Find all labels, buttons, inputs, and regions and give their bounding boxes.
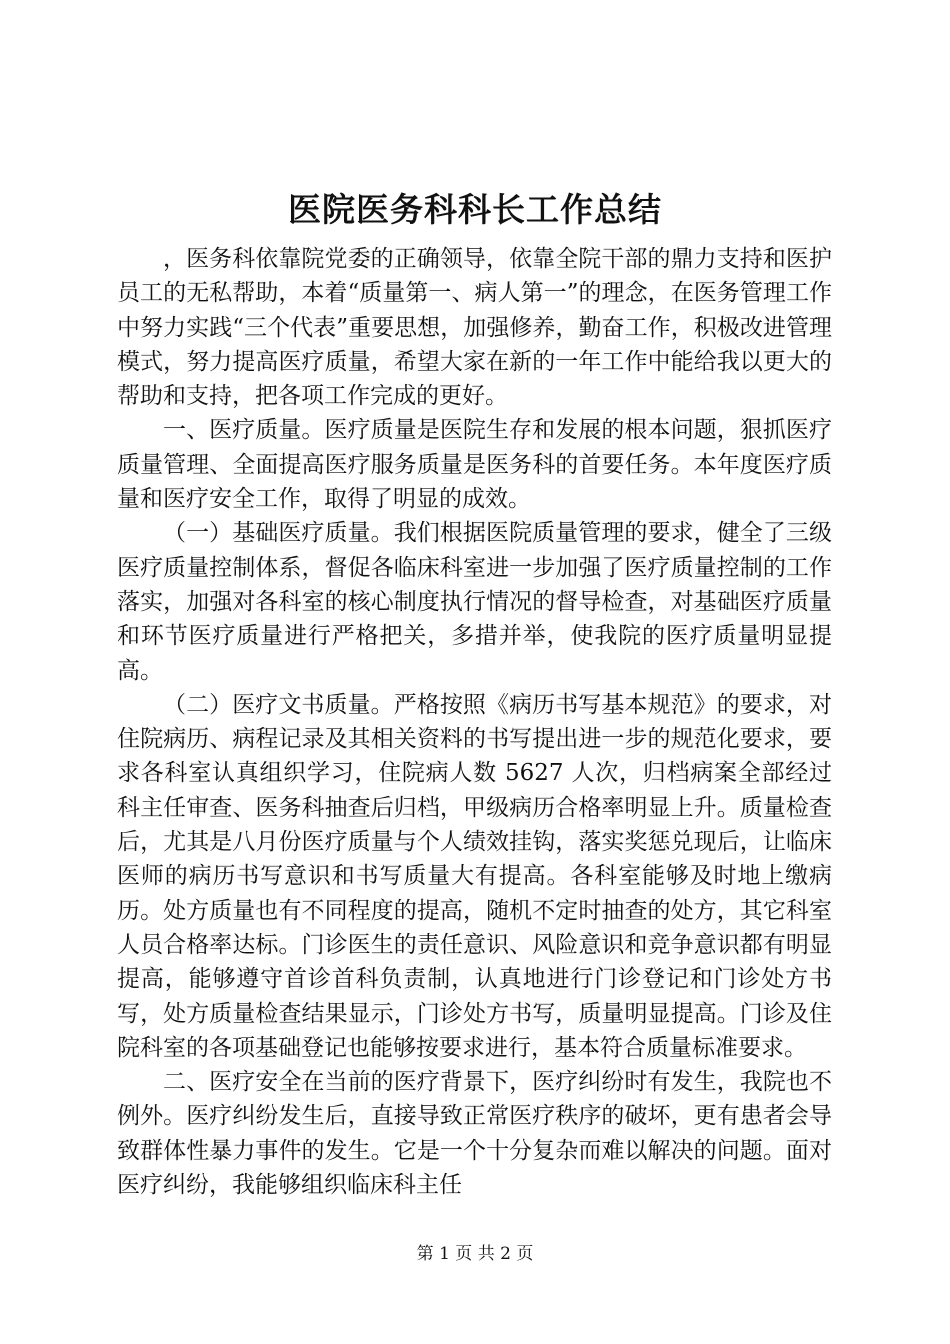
paragraph-basic-quality: （一）基础医疗质量。我们根据医院质量管理的要求，健全了三级医疗质量控制体系，督促各临床科室进一步加强了医疗质量控制的工作落实，加强对各科室的核心制度执行情况的督导检查，对基础医疗质量和环节医疗质量进行严格把关，多措并举，使我院的医疗质量明显提高。: [117, 520, 832, 684]
paragraph-medical-quality: 一、医疗质量。医疗质量是医院生存和发展的根本问题，狠抓医疗质量管理、全面提高医疗服务质量是医务科的首要任务。本年度医疗质量和医疗安全工作，取得了明显的成效。: [117, 417, 832, 513]
page-number-label: 第 1 页 共 2 页: [416, 1244, 534, 1264]
paragraph-intro: ，医务科依靠院党委的正确领导，依靠全院干部的鼎力支持和医护员工的无私帮助，本着“质量第一、病人第一”的理念，在医务管理工作中努力实践“三个代表”重要思想，加强修养，勤奋工作，积极改进管理模式，努力提高医疗质量，希望大家在新的一年工作中能给我以更大的帮助和支持，把各项工作完成的更好。: [117, 246, 832, 410]
paragraph-medical-safety: 二、医疗安全在当前的医疗背景下，医疗纠纷时有发生，我院也不例外。医疗纠纷发生后，直接导致正常医疗秩序的破坏，更有患者会导致群体性暴力事件的发生。它是一个十分复杂而难以解决的问题。面对医疗纠纷，我能够组织临床科主任: [117, 1069, 832, 1199]
page-footer: [0, 1242, 950, 1266]
document-title: 医院医务科科长工作总结: [288, 190, 662, 229]
paragraph-document-quality: （二）医疗文书质量。严格按照《病历书写基本规范》的要求，对住院病历、病程记录及其相关资料的书写提出进一步的规范化要求，要求各科室认真组织学习，住院病人数 5627 人次，归档病案全部经过科主任审查、医务科抽查后归档，甲级病历合格率明显上升。质量检查后，尤其是八月份医疗质量与个人绩效挂钩，落实奖惩兑现后，让临床医师的病历书写意识和书写质量大有提高。各科室能够及时地上缴病历。处方质量也有不同程度的提高，随机不定时抽查的处方，其它科室人员合格率达标。门诊医生的责任意识、风险意识和竞争意识都有明显提高，能够遵守首诊首科负责制，认真地进行门诊登记和门诊处方书写，处方质量检查结果显示，门诊处方书写，质量明显提高。门诊及住院科室的各项基础登记也能够按要求进行，基本符合质量标准要求。: [117, 691, 832, 1061]
document-body: [117, 242, 832, 1202]
